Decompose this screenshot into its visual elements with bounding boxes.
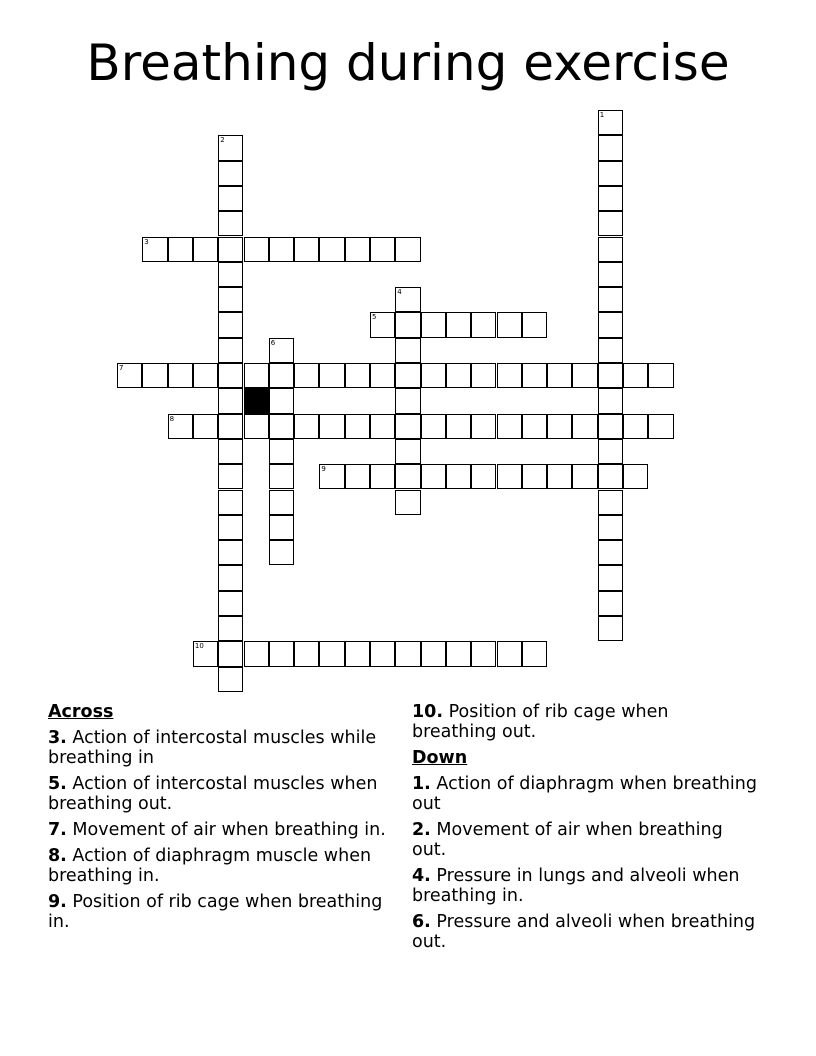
grid-cell[interactable] [345, 641, 370, 666]
grid-cell[interactable] [244, 237, 269, 262]
clue-number: 3. [48, 728, 67, 748]
grid-cell[interactable] [522, 312, 547, 337]
clue-number: 4. [412, 866, 431, 886]
grid-cell[interactable] [395, 312, 420, 337]
grid-cell[interactable] [471, 363, 496, 388]
cell-number: 1 [599, 111, 605, 119]
grid-cell[interactable] [269, 388, 294, 413]
grid-cell[interactable] [623, 464, 648, 489]
grid-cell[interactable] [598, 414, 623, 439]
grid-cell[interactable] [269, 464, 294, 489]
grid-cell[interactable] [648, 414, 673, 439]
grid-cell[interactable] [598, 591, 623, 616]
grid-cell[interactable] [218, 616, 243, 641]
grid-cell[interactable] [395, 439, 420, 464]
grid-cell[interactable] [421, 641, 446, 666]
grid-cell[interactable] [598, 540, 623, 565]
grid-cell[interactable] [370, 464, 395, 489]
clue-text: Pressure in lungs and alveoli when breathing in. [412, 866, 740, 906]
grid-cell[interactable] [497, 414, 522, 439]
clue-down-2 [412, 820, 757, 860]
grid-cell[interactable] [319, 641, 344, 666]
grid-cell[interactable] [395, 490, 420, 515]
cell-number: 7 [119, 364, 124, 372]
cell-number: 8 [169, 414, 175, 423]
grid-cell[interactable] [218, 287, 243, 312]
grid-cell[interactable] [370, 312, 395, 337]
grid-cell[interactable] [370, 641, 395, 666]
grid-cell[interactable] [218, 439, 243, 464]
clue-across-8 [48, 846, 393, 886]
grid-cell[interactable] [547, 414, 572, 439]
grid-cell[interactable] [370, 363, 395, 388]
clue-text: Movement of air when breathing out. [412, 820, 723, 860]
grid-cell[interactable] [395, 237, 420, 262]
grid-cell[interactable] [244, 641, 269, 666]
grid-cell[interactable] [648, 363, 673, 388]
clue-across-10 [412, 702, 757, 742]
grid-cell[interactable] [218, 540, 243, 565]
clue-text: Action of diaphragm when breathing out [412, 774, 757, 814]
grid-cell[interactable] [598, 135, 623, 160]
grid-cell[interactable] [294, 237, 319, 262]
black-cell [244, 388, 269, 413]
clue-text: Action of intercostal muscles while breathing in [48, 728, 377, 768]
grid-cell[interactable] [522, 464, 547, 489]
grid-cell[interactable] [497, 312, 522, 337]
grid-cell[interactable] [471, 464, 496, 489]
page-title: Breathing during exercise [86, 34, 730, 92]
grid-cell[interactable] [218, 237, 243, 262]
cell-number: 10 [194, 642, 204, 651]
clue-down-4 [412, 866, 757, 906]
grid-cell[interactable] [598, 262, 623, 287]
grid-cell[interactable] [218, 262, 243, 287]
grid-cell[interactable] [345, 363, 370, 388]
grid-cell[interactable] [269, 414, 294, 439]
grid-cell[interactable] [598, 287, 623, 312]
grid-cell[interactable] [319, 237, 344, 262]
grid-cell[interactable] [572, 464, 597, 489]
grid-cell[interactable] [446, 464, 471, 489]
grid-cell[interactable] [598, 186, 623, 211]
grid-cell[interactable] [218, 591, 243, 616]
grid-cell[interactable] [421, 312, 446, 337]
clue-down-1 [412, 774, 757, 814]
grid-cell[interactable] [244, 363, 269, 388]
grid-cell[interactable] [497, 641, 522, 666]
grid-cell[interactable] [269, 237, 294, 262]
grid-cell[interactable] [522, 363, 547, 388]
grid-cell[interactable] [294, 363, 319, 388]
grid-cell[interactable] [395, 388, 420, 413]
clue-number: 8. [48, 846, 67, 866]
grid-cell[interactable] [218, 388, 243, 413]
clue-text: Action of diaphragm muscle when breathing in. [48, 846, 372, 886]
grid-cell[interactable] [598, 110, 623, 135]
grid-cell[interactable] [598, 388, 623, 413]
clue-number: 1. [412, 774, 431, 794]
clue-text: Action of intercostal muscles when breathing out. [48, 774, 378, 814]
grid-cell[interactable] [345, 414, 370, 439]
grid-cell[interactable] [572, 414, 597, 439]
grid-cell[interactable] [446, 414, 471, 439]
grid-cell[interactable] [522, 641, 547, 666]
grid-cell[interactable] [218, 490, 243, 515]
grid-cell[interactable] [395, 338, 420, 363]
grid-cell[interactable] [269, 515, 294, 540]
grid-cell[interactable] [623, 414, 648, 439]
grid-cell[interactable] [598, 312, 623, 337]
grid-cell[interactable] [319, 464, 344, 489]
clue-across-5 [48, 774, 393, 814]
grid-cell[interactable] [345, 237, 370, 262]
grid-cell[interactable] [294, 414, 319, 439]
clue-number: 5. [48, 774, 67, 794]
grid-cell[interactable] [218, 312, 243, 337]
grid-cell[interactable] [598, 464, 623, 489]
grid-cell[interactable] [497, 363, 522, 388]
clue-number: 7. [48, 820, 67, 840]
cell-number: 6 [270, 338, 276, 347]
grid-cell[interactable] [598, 515, 623, 540]
grid-cell[interactable] [269, 490, 294, 515]
grid-cell[interactable] [395, 287, 420, 312]
grid-cell[interactable] [294, 641, 319, 666]
grid-cell[interactable] [269, 540, 294, 565]
grid-cell[interactable] [168, 363, 193, 388]
grid-cell[interactable] [421, 464, 446, 489]
grid-cell[interactable] [319, 414, 344, 439]
grid-cell[interactable] [218, 186, 243, 211]
clue-text: Position of rib cage when breathing out. [412, 702, 669, 742]
clue-across-7 [48, 820, 393, 840]
grid-cell[interactable] [395, 641, 420, 666]
grid-cell[interactable] [168, 237, 193, 262]
cell-number: 2 [220, 136, 225, 145]
grid-cell[interactable] [421, 414, 446, 439]
grid-cell[interactable] [471, 414, 496, 439]
grid-cell[interactable] [142, 237, 167, 262]
grid-cell[interactable] [218, 565, 243, 590]
grid-cell[interactable] [598, 490, 623, 515]
grid-cell[interactable] [623, 363, 648, 388]
grid-cell[interactable] [168, 414, 193, 439]
grid-cell[interactable] [218, 211, 243, 236]
grid-cell[interactable] [395, 414, 420, 439]
grid-cell[interactable] [395, 464, 420, 489]
grid-cell[interactable] [421, 363, 446, 388]
cell-number: 3 [144, 237, 149, 246]
grid-cell[interactable] [395, 363, 420, 388]
clue-text: Pressure and alveoli when breathing out. [412, 912, 756, 952]
grid-cell[interactable] [269, 363, 294, 388]
grid-cell[interactable] [598, 237, 623, 262]
grid-cell[interactable] [218, 338, 243, 363]
grid-cell[interactable] [218, 641, 243, 666]
clues-right-column [412, 702, 757, 958]
grid-cell[interactable] [370, 237, 395, 262]
cell-number: 4 [397, 288, 402, 297]
clue-down-6 [412, 912, 757, 952]
grid-cell[interactable] [598, 363, 623, 388]
grid-cell[interactable] [117, 363, 142, 388]
across-heading: Across [48, 702, 114, 722]
grid-cell[interactable] [218, 161, 243, 186]
clue-number: 10. [412, 702, 444, 722]
grid-cell[interactable] [446, 312, 471, 337]
grid-cell[interactable] [598, 211, 623, 236]
grid-cell[interactable] [218, 363, 243, 388]
grid-cell[interactable] [345, 464, 370, 489]
clue-text: Position of rib cage when breathing in. [48, 892, 383, 932]
grid-cell[interactable] [598, 338, 623, 363]
grid-cell[interactable] [497, 464, 522, 489]
grid-cell[interactable] [572, 363, 597, 388]
grid-cell[interactable] [471, 641, 496, 666]
clue-number: 2. [412, 820, 431, 840]
grid-cell[interactable] [446, 641, 471, 666]
grid-cell[interactable] [269, 338, 294, 363]
grid-cell[interactable] [269, 641, 294, 666]
grid-cell[interactable] [471, 312, 496, 337]
clue-across-9 [48, 892, 393, 932]
grid-cell[interactable] [218, 667, 243, 692]
grid-cell[interactable] [193, 414, 218, 439]
grid-cell[interactable] [218, 515, 243, 540]
grid-cell[interactable] [269, 439, 294, 464]
cell-number: 5 [372, 313, 377, 322]
grid-cell[interactable] [193, 363, 218, 388]
clue-number: 9. [48, 892, 67, 912]
cell-number: 9 [321, 465, 326, 474]
grid-cell[interactable] [598, 616, 623, 641]
grid-cell[interactable] [547, 363, 572, 388]
grid-cell[interactable] [547, 464, 572, 489]
grid-cell[interactable] [142, 363, 167, 388]
grid-cell[interactable] [598, 161, 623, 186]
clue-number: 6. [412, 912, 431, 932]
grid-cell[interactable] [319, 363, 344, 388]
grid-cell[interactable] [244, 414, 269, 439]
grid-cell[interactable] [218, 464, 243, 489]
grid-cell[interactable] [598, 439, 623, 464]
grid-cell[interactable] [370, 414, 395, 439]
grid-cell[interactable] [218, 135, 243, 160]
grid-cell[interactable] [446, 363, 471, 388]
clue-text: Movement of air when breathing in. [72, 820, 386, 840]
grid-cell[interactable] [598, 565, 623, 590]
clue-across-3 [48, 728, 393, 768]
clues-left-column [48, 702, 393, 938]
down-heading: Down [412, 748, 468, 768]
grid-cell[interactable] [218, 414, 243, 439]
grid-cell[interactable] [522, 414, 547, 439]
grid-cell[interactable] [193, 237, 218, 262]
grid-cell[interactable] [193, 641, 218, 666]
